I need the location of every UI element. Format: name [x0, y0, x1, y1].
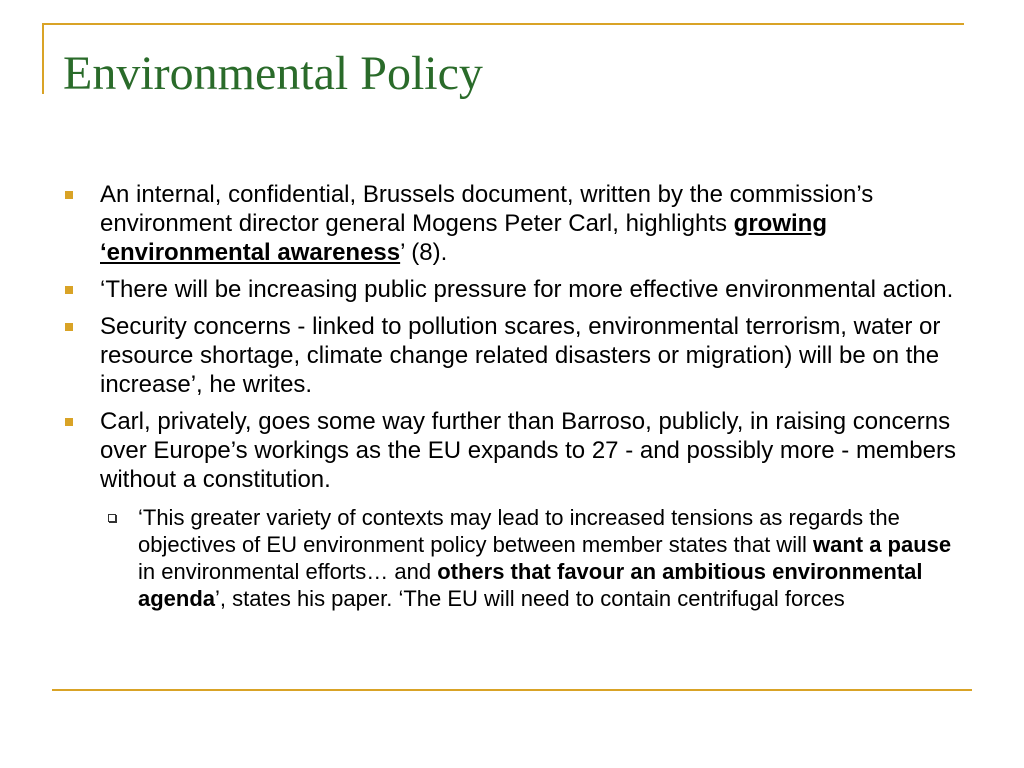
bullet-text: Carl, privately, goes some way further than Barroso, publicly, in raising concerns over Europe’s workings as the EU expands to 27 - and possibly more - members without a constitution.	[100, 408, 956, 493]
square-bullet-icon	[65, 418, 73, 426]
bullet-text: An internal, confidential, Brussels document, written by the commission’s environment director general Mogens Peter Carl, highlights	[100, 181, 874, 237]
bullet-item	[65, 275, 965, 304]
slide-title: Environmental Policy	[63, 47, 483, 100]
bullet-text: ‘There will be increasing public pressure for more effective environmental action.	[100, 276, 954, 303]
square-bullet-icon	[65, 191, 73, 199]
bottom-accent-rule	[52, 689, 972, 691]
bullet-item	[65, 312, 965, 399]
square-bullet-icon	[65, 323, 73, 331]
bullet-text: Security concerns - linked to pollution scares, environmental terrorism, water or resource shortage, climate change related disasters or migration) will be on the increase’, he writes.	[100, 313, 941, 398]
hollow-square-bullet-icon	[108, 514, 116, 522]
bullet-item	[65, 180, 965, 267]
square-bullet-icon	[65, 286, 73, 294]
bullet-text: ’ (8).	[400, 239, 448, 266]
left-accent-rule	[42, 23, 44, 94]
sub-bullet-emphasis: others that favour an ambitious environmental agenda	[138, 559, 923, 611]
sub-bullet-text: ’, states his paper. ‘The EU will need to contain centrifugal forces	[215, 586, 845, 611]
sub-bullet-text: ‘This greater variety of contexts may lead to increased tensions as regards the objectives of EU environment policy between member states that will	[138, 505, 900, 557]
top-accent-rule	[42, 23, 964, 25]
slide-body	[65, 180, 965, 620]
bullet-emphasis: growing ‘environmental awareness	[100, 210, 827, 266]
sub-bullet-emphasis: want a pause	[812, 532, 952, 557]
sub-bullet-item	[100, 504, 965, 612]
bullet-item	[65, 407, 965, 612]
sub-bullet-text: in environmental efforts… and	[138, 559, 438, 584]
